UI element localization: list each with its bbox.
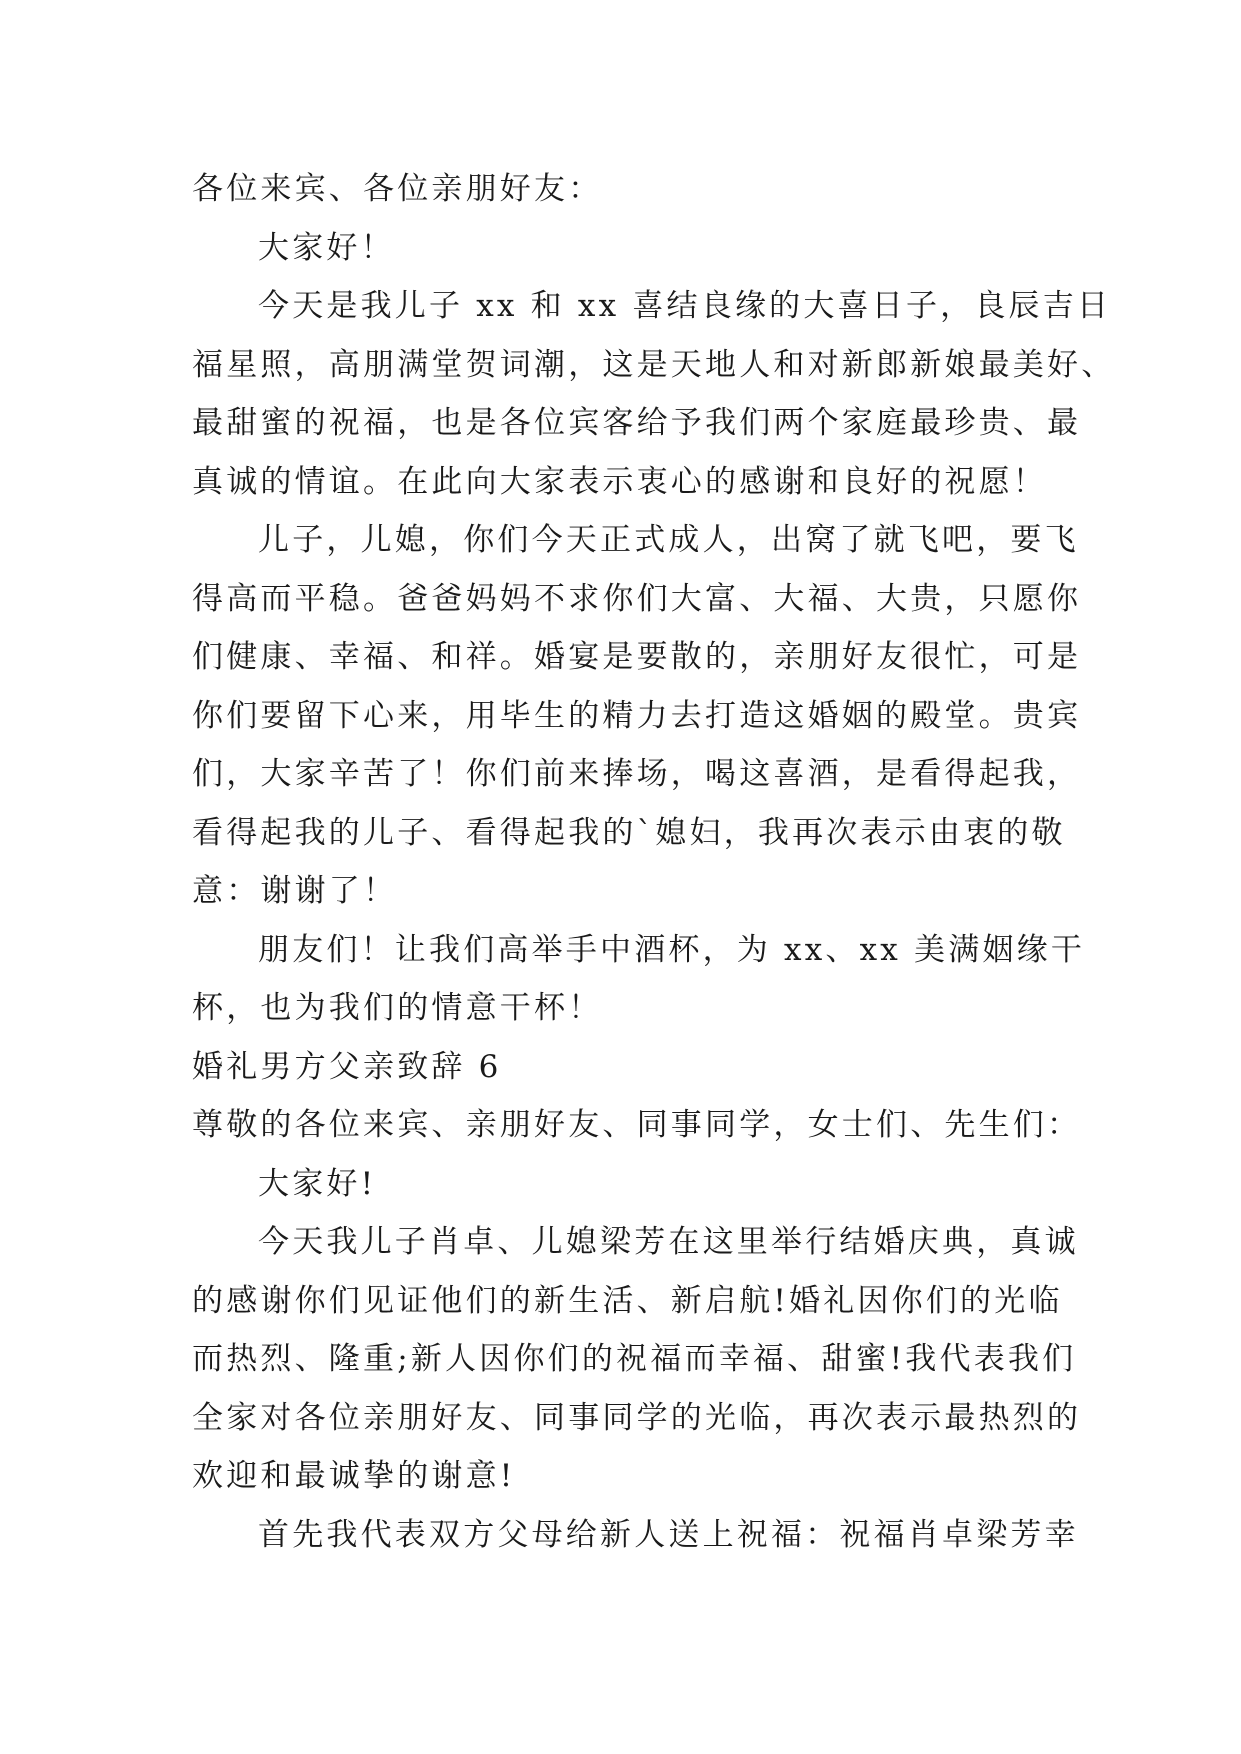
text-line: 看得起我的儿子、看得起我的`媳妇，我再次表示由衷的敬 <box>192 814 1066 851</box>
text-line: 得高而平稳。爸爸妈妈不求你们大富、大福、大贵，只愿你 <box>192 580 1082 617</box>
text-line: 大家好! <box>258 1165 377 1202</box>
text-line: 大家好！ <box>258 229 395 266</box>
text-line: 们，大家辛苦了！你们前来捧场，喝这喜酒，是看得起我， <box>192 756 1082 792</box>
text-line: 首先我代表双方父母给新人送上祝福：祝福肖卓梁芳幸 <box>258 1516 1079 1553</box>
text-line: 而热烈、隆重;新人因你们的祝福而幸福、甜蜜!我代表我们 <box>192 1341 1077 1377</box>
text-line: 真诚的情谊。在此向大家表示衷心的感谢和良好的祝愿！ <box>192 463 1047 500</box>
text-line: 朋友们！让我们高举手中酒杯，为 xx、xx 美满姻缘干 <box>258 931 1086 968</box>
text-line: 意：谢谢了！ <box>192 873 398 909</box>
text-line: 福星照，高朋满堂贺词潮，这是天地人和对新郎新娘最美好、 <box>192 346 1116 383</box>
text-line: 尊敬的各位来宾、亲朋好友、同事同学，女士们、先生们： <box>192 1107 1082 1143</box>
section-heading: 婚礼男方父亲致辞 6 <box>192 1048 502 1085</box>
text-line: 你们要留下心来，用毕生的精力去打造这婚姻的殿堂。贵宾 <box>192 697 1082 734</box>
text-line: 最甜蜜的祝福，也是各位宾客给予我们两个家庭最珍贵、最 <box>192 405 1082 441</box>
text-line: 全家对各位亲朋好友、同事同学的光临，再次表示最热烈的 <box>192 1399 1082 1436</box>
text-line: 今天我儿子肖卓、儿媳梁芳在这里举行结婚庆典，真诚 <box>258 1224 1079 1260</box>
document-body <box>192 160 1116 1564</box>
text-line: 各位来宾、各位亲朋好友： <box>192 171 603 207</box>
text-line: 今天是我儿子 xx 和 xx 喜结良缘的大喜日子，良辰吉日 <box>258 288 1112 324</box>
text-line: 的感谢你们见证他们的新生活、新启航!婚礼因你们的光临 <box>192 1282 1063 1319</box>
text-line: 杯，也为我们的情意干杯！ <box>192 990 603 1026</box>
text-line: 欢迎和最诚挚的谢意! <box>192 1458 516 1494</box>
text-line: 儿子，儿媳，你们今天正式成人，出窝了就飞吧，要飞 <box>258 522 1079 558</box>
text-line: 们健康、幸福、和祥。婚宴是要散的，亲朋好友很忙，可是 <box>192 639 1082 675</box>
